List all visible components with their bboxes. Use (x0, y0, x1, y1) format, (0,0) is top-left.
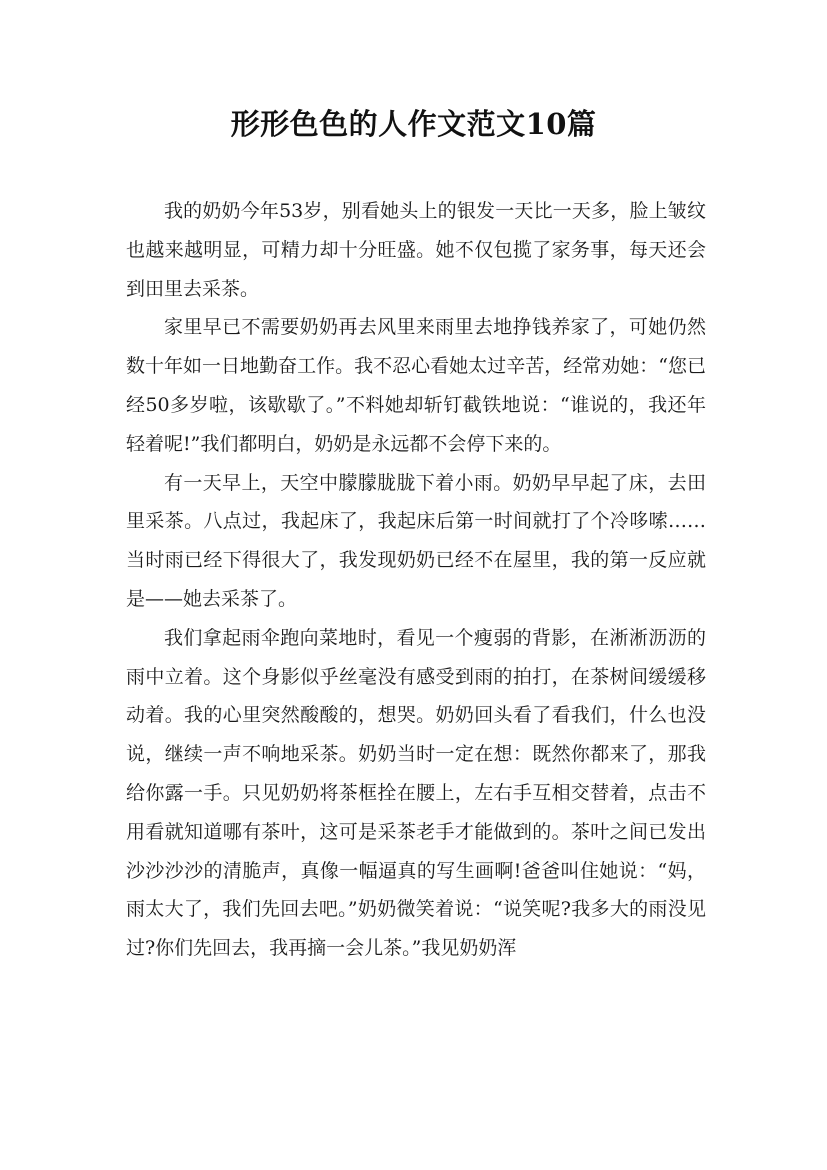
paragraph-4: 我们拿起雨伞跑向菜地时，看见一个瘦弱的背影，在淅淅沥沥的雨中立着。这个身影似乎丝毫没有感受到雨的拍打，在茶树间缓缓移动着。我的心里突然酸酸的，想哭。奶奶回头看了看我们，什么也没说，继续一声不响地采茶。奶奶当时一定在想：既然你都来了，那我给你露一手。只见奶奶将茶框拴在腰上，左右手互相交替着，点击不用看就知道哪有茶叶，这可是采茶老手才能做到的。茶叶之间已发出沙沙沙沙的清脆声，真像一幅逼真的写生画啊!爸爸叫住她说：“妈，雨太大了，我们先回去吧。”奶奶微笑着说：“说笑呢?我多大的雨没见过?你们先回去，我再摘一会儿茶。”我见奶奶浑 (126, 626, 706, 960)
document-title: 形形色色的人作文范文10篇 (230, 107, 597, 141)
paragraph-3: 有一天早上，天空中朦朦胧胧下着小雨。奶奶早早起了床，去田里采茶。八点过，我起床了，我起床后第一时间就打了个冷哆嗦……当时雨已经下得很大了，我发现奶奶已经不在屋里，我的第一反应就是——她去采茶了。 (126, 471, 706, 610)
paragraph-2: 家里早已不需要奶奶再去风里来雨里去地挣钱养家了，可她仍然数十年如一日地勤奋工作。我不忍心看她太过辛苦，经常劝她：“您已经50多岁啦，该歇歇了。”不料她却斩钉截铁地说：“谁说的，我还年轻着呢!”我们都明白，奶奶是永远都不会停下来的。 (126, 316, 706, 455)
paragraph-1: 我的奶奶今年53岁，别看她头上的银发一天比一天多，脸上皱纹也越来越明显，可精力却十分旺盛。她不仅包揽了家务事，每天还会到田里去采茶。 (126, 200, 706, 300)
document-body (126, 192, 706, 968)
